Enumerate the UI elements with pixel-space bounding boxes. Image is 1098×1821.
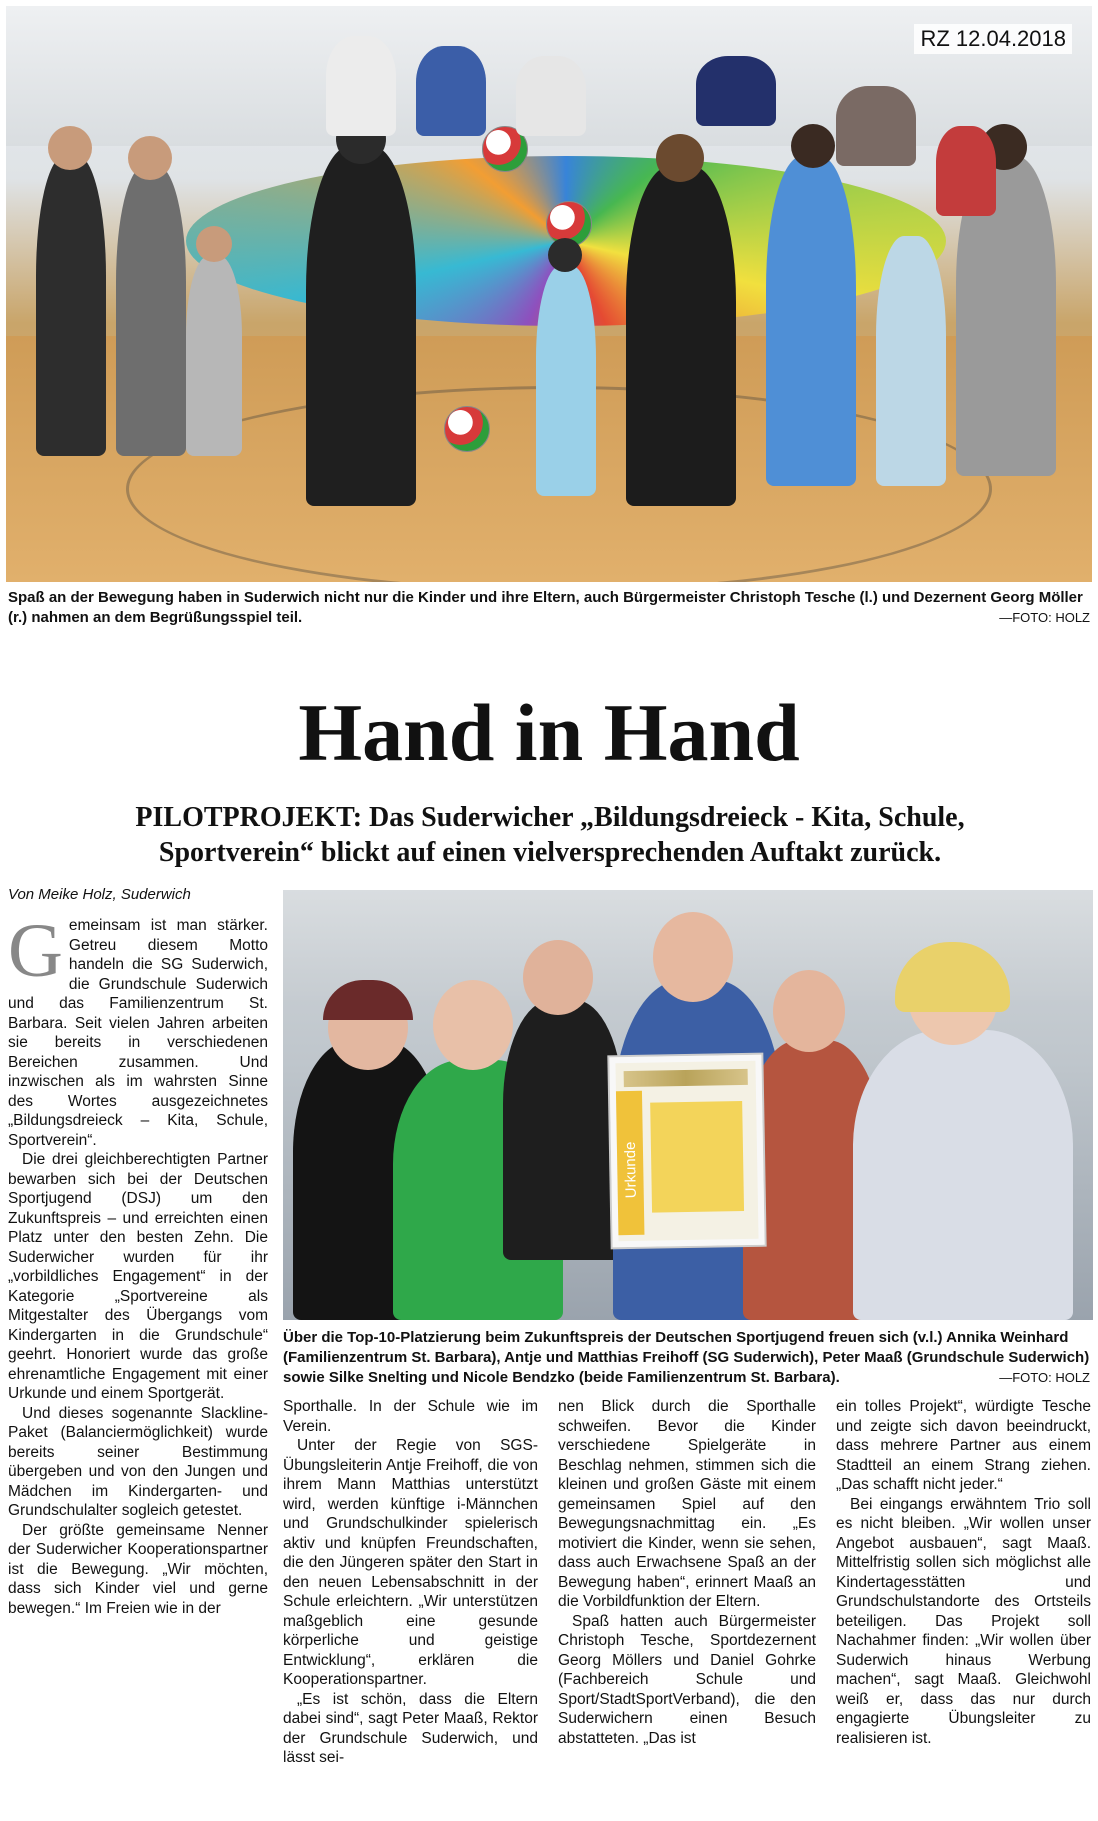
person	[936, 126, 996, 216]
byline: Von Meike Holz, Suderwich	[8, 886, 191, 903]
headline: Hand in Hand	[298, 687, 800, 778]
top-photo-credit: —FOTO: HOLZ	[999, 610, 1090, 625]
paragraph-text: emeinsam ist man stärker. Getreu diesem Motto handeln die SG Suderwich, die Grundschule Suderwich und das Familienzentrum St. Barbara. Seit vielen Jahren arbeiten sie bereits in verschiedenen Bereichen zusammen. Und inzwischen als im wahrsten Sinne des Wortes ausgezeichnetes „Bildungsdreieck – Kita, Schule, Sportverein“.	[8, 917, 268, 1149]
article-column-1	[8, 909, 268, 1618]
certificate-panel	[650, 1101, 744, 1213]
paragraph: „Es ist schön, dass die Eltern dabei sind“, sagt Peter Maaß, Rektor der Grundschule Suderwich, und lässt sei-	[283, 1690, 538, 1766]
article-column-3	[558, 1397, 816, 1748]
article-column-2	[283, 1397, 538, 1768]
child	[876, 236, 946, 486]
paragraph: Und dieses sogenannte Slackline-Paket (Balanciermöglichkeit) wurde bereits seiner Bestimmung übergeben und von den Jungen und Mädchen im Kindergarten- und Grundschulalter sogleich getestet.	[8, 1404, 268, 1519]
paragraph: Sporthalle. In der Schule wie im Verein.	[283, 1398, 538, 1435]
person	[766, 156, 856, 486]
person	[503, 1000, 623, 1260]
person	[326, 36, 396, 136]
person-head	[773, 970, 845, 1052]
paragraph: Die drei gleichberechtigten Partner bewarben sich bei der Deutschen Sportjugend (DSJ) um den Zukunftspreis – und erreichten einen Platz unter den besten Zehn. Die Suderwicher wurden für ihr „vorbildliches Engagement“ in der Kategorie „Sportvereine als Mitgestalter des Übergangs vom Kindergarten in die Grundschule“ geehrt. Honoriert wurde das große ehrenamtliche Engagement mit einer Urkunde und einem Sportgerät.	[8, 1151, 268, 1402]
person-head	[196, 226, 232, 262]
middle-photo	[283, 890, 1093, 1320]
person-head	[653, 912, 733, 1002]
paragraph: nen Blick durch die Sporthalle schweifen. Bevor die Kinder verschiedene Spielgeräte in Beschlag nehmen, stimmen sich die kleinen und großen Gäste mit einem gemeinsamen Spiel auf den Bewegungsnachmittag ein. „Es motiviert die Kinder, wenn sie sehen, dass auch Erwachsene Spaß an der Bewegung haben“, erinnert Maaß an die Vorbildfunktion der Eltern.	[558, 1398, 816, 1610]
article-column-4	[836, 1397, 1091, 1748]
child	[536, 266, 596, 496]
person-head	[548, 238, 582, 272]
person	[416, 46, 486, 136]
top-photo	[6, 6, 1092, 582]
date-stamp: RZ 12.04.2018	[914, 24, 1072, 54]
dropcap: G	[8, 909, 63, 993]
person-head	[523, 940, 593, 1015]
volleyball	[444, 406, 490, 452]
person	[36, 156, 106, 456]
certificate-header	[624, 1069, 748, 1087]
paragraph: ein tolles Projekt“, würdigte Tesche und zeigte sich davon beeindruckt, dass mehrere Partner aus einem Stadtteil an einem Strang ziehen. „Das schafft nicht jeder.“	[836, 1398, 1091, 1493]
paragraph	[8, 909, 268, 1150]
paragraph: Unter der Regie von SGS-Übungsleiterin Antje Freihoff, die von ihrem Mann Matthias unterstützt wird, werden künftige i-Männchen und Grundschulkinder spielerisch aktiv und knüpfen Freundschaften, die den Jüngeren später den Start in den neuen Lebensabschnitt in der Schule erleichtern. „Wir unterstützen maßgeblich eine gesunde körperliche und geistige Entwicklung“, erklären die Kooperationspartner.	[283, 1437, 538, 1688]
person	[306, 146, 416, 506]
person	[626, 166, 736, 506]
person-head	[433, 980, 513, 1070]
person	[853, 1030, 1073, 1320]
certificate-label: Urkunde	[621, 1141, 640, 1199]
paragraph: Der größte gemeinsame Nenner der Suderwicher Kooperationspartner ist die Bewegung. „Wir möchten, dass sich Kinder viel und gerne bewegen.“ Im Freien wie in der	[8, 1521, 268, 1617]
top-photo-caption: Spaß an der Bewegung haben in Suderwich nicht nur die Kinder und ihre Eltern, auch Bürgermeister Christoph Tesche (l.) und Dezernent Georg Möller (r.) nahmen an dem Begrüßungsspiel teil.	[8, 589, 1083, 626]
child	[186, 256, 242, 456]
person-head	[791, 124, 835, 168]
paragraph: Spaß hatten auch Bürgermeister Christoph Tesche, Sportdezernent Georg Möllers und Daniel Gohrke (Fachbereich Schule und Sport/StadtSportVerband), die den Suderwichern einen Besuch abstatteten. „Das ist	[558, 1612, 816, 1747]
person	[836, 86, 916, 166]
person	[116, 166, 186, 456]
person-head	[656, 134, 704, 182]
paragraph: Bei eingangs erwähntem Trio soll es nicht bleiben. „Wir wollen unser Angebot ausbauen“, sagt Maaß. Mittelfristig sollen sich möglichst alle Kindertagesstätten und Grundschulstandorte des Ortsteils beteiligen. Das Projekt soll Nachahmer finden: „Wir wollen über Suderwich hinaus Werbung machen“, sagt Maaß. Gleichwohl weiß er, dass das nur durch engagierte Übungsleiter zu realisieren ist.	[836, 1495, 1091, 1747]
middle-photo-caption: Über die Top-10-Platzierung beim Zukunftspreis der Deutschen Sportjugend freuen sich (v.l.) Annika Weinhard (Familienzentrum St. Barbara), Antje und Matthias Freihoff (SG Suderwich), Peter Maaß (Grundschule Suderwich) sowie Silke Snelting und Nicole Bendzko (beide Familienzentrum St. Barbara).	[283, 1329, 1090, 1386]
person	[696, 56, 776, 126]
middle-photo-credit: —FOTO: HOLZ	[999, 1370, 1090, 1385]
person-head	[128, 136, 172, 180]
person-head	[48, 126, 92, 170]
person	[516, 56, 586, 136]
subhead: PILOTPROJEKT: Das Suderwicher „Bildungsdreieck - Kita, Schule, Sportverein“ blickt auf einen vielversprechenden Auftakt zurück.	[135, 802, 965, 868]
certificate	[609, 1055, 764, 1248]
